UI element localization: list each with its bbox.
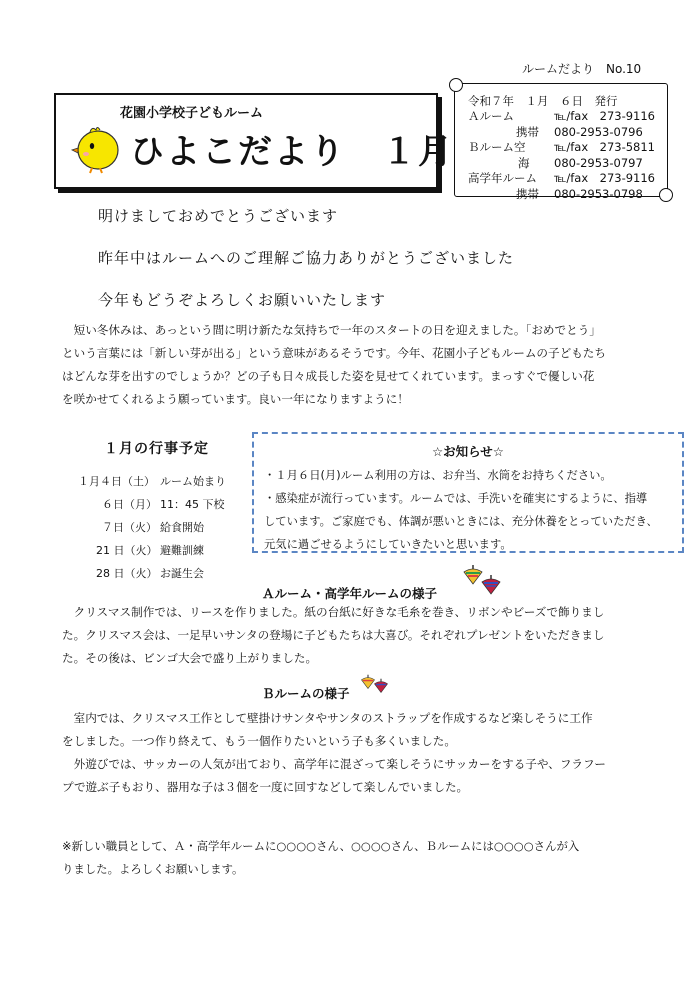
- notice-line: ・感染症が流行っています。ルームでは、手洗いを確実にするように、指導: [264, 492, 648, 505]
- contact-value: ℡/fax 273-5811: [554, 140, 655, 154]
- schedule-date: ６日（月）: [102, 498, 157, 511]
- notice-body: [264, 464, 674, 556]
- intro-line: はどんな芽を出すのでしょうか？どの子も日々成長した姿を見せてくれています。まっすぐで優しい花: [62, 369, 595, 383]
- issue-number: ルームだより No.10: [522, 62, 642, 76]
- notice-title: ☆お知らせ☆: [431, 444, 505, 459]
- contact-row: [468, 125, 668, 141]
- section-a-line: た。その後は、ビンゴ大会で盛り上がりました。: [62, 651, 318, 665]
- notice-line: しています。ご家庭でも、体調が悪いときには、充分休養をとっていただき、: [264, 515, 658, 528]
- schedule-event: お誕生会: [160, 567, 204, 580]
- section-a-line: た。クリスマス会は、一足早いサンタの登場に子どもたちは大喜び。それぞれプレゼントをいただきまし: [62, 628, 605, 642]
- notice-line: ・１月６日(月)ルーム利用の方は、お弁当、水筒をお持ちください。: [264, 469, 612, 482]
- contact-row: [468, 140, 668, 156]
- spinning-top-icon: [480, 574, 502, 596]
- intro-line: という言葉には「新しい芽が出る」という意味があるそうです。今年、花園小子どもルームの子どもたち: [62, 346, 606, 360]
- greeting-line: 昨年中はルームへのご理解ご協力ありがとうございました: [98, 249, 515, 267]
- notice-line: 元気に過ごせるようにしていきたいと思います。: [264, 538, 512, 551]
- contact-value: 080-2953-0797: [554, 155, 643, 170]
- schedule-title: １月の行事予定: [104, 441, 209, 457]
- spinning-top-icon: [373, 678, 389, 694]
- section-b-line: 室内では、クリスマス工作として壁掛けサンタやサンタのストラップを作成するなど楽しそうに工作: [62, 711, 593, 725]
- schedule-event: 給食開始: [160, 521, 204, 534]
- contact-label: Ａルーム: [468, 109, 514, 123]
- contact-label: 高学年ルーム: [468, 171, 537, 185]
- contact-value: ℡/fax 273-9116: [554, 171, 655, 185]
- schedule-event: ルーム始まり: [160, 475, 226, 488]
- issue-date: 令和７年 １月 ６日 発行: [468, 94, 618, 108]
- section-b-heading: Ｂルームの様子: [262, 686, 350, 701]
- intro-paragraph: [62, 319, 644, 411]
- section-b-body: [62, 707, 644, 799]
- contact-row: [468, 187, 668, 203]
- schedule-date: １月４日（土）: [78, 475, 155, 488]
- schedule-event: 11：45 下校: [160, 498, 225, 511]
- schedule-date: 21 日（火）: [96, 544, 158, 557]
- footnote-line: ※新しい職員として、Ａ・高学年ルームに○○○○さん、○○○○さん、Ｂルームには○○○○さんが入: [62, 839, 580, 853]
- footnote: [62, 835, 644, 881]
- contact-label: 携帯: [516, 124, 539, 139]
- contact-list: [468, 109, 668, 202]
- schedule-date: ７日（火）: [102, 521, 157, 534]
- schedule-event: 避難訓練: [160, 544, 204, 557]
- chick-icon: [70, 118, 126, 174]
- notice-box: [252, 432, 684, 553]
- contact-value: 080-2953-0796: [554, 124, 643, 139]
- contact-row: [468, 156, 668, 172]
- contact-value: 080-2953-0798: [554, 186, 643, 201]
- section-b-line: プで遊ぶ子もおり、器用な子は３個を一度に回すなどして楽しんでいました。: [62, 780, 469, 794]
- intro-line: を咲かせてくれるよう願っています。良い一年になりますように！: [62, 392, 409, 406]
- intro-line: 短い冬休みは、あっという間に明け新たな気持ちで一年のスタートの日を迎えました。「おめでとう」: [62, 323, 601, 337]
- title-subtitle: 花園小学校子どもルーム: [120, 106, 264, 121]
- contact-row: [468, 171, 668, 187]
- greeting-line: 明けましておめでとうございます: [98, 207, 339, 225]
- section-b-line: をしました。一つ作り終えて、もう一個作りたいという子も多くいました。: [62, 734, 456, 748]
- page-title: ひよこだより １月: [130, 132, 454, 172]
- greeting-line: 今年もどうぞよろしくお願いいたします: [98, 291, 387, 309]
- section-b-line: 外遊びでは、サッカーの人気が出ており、高学年に混ざって楽しそうにサッカーをする子や、フラフー: [62, 757, 606, 771]
- contact-label: Ｂルーム空: [468, 140, 526, 154]
- section-a-heading: Ａルーム・高学年ルームの様子: [262, 586, 438, 601]
- section-a-line: クリスマス制作では、リースを作りました。紙の台紙に好きな毛糸を巻き、リボンやビーズで飾りまし: [62, 605, 605, 619]
- contact-row: [468, 109, 668, 125]
- contact-label: 携帯: [516, 186, 539, 201]
- contact-value: ℡/fax 273-9116: [554, 109, 655, 123]
- section-a-body: [62, 601, 644, 670]
- schedule-date: 28 日（火）: [96, 567, 158, 580]
- contact-label: 海: [518, 155, 530, 170]
- footnote-line: りました。よろしくお願いします。: [62, 862, 244, 876]
